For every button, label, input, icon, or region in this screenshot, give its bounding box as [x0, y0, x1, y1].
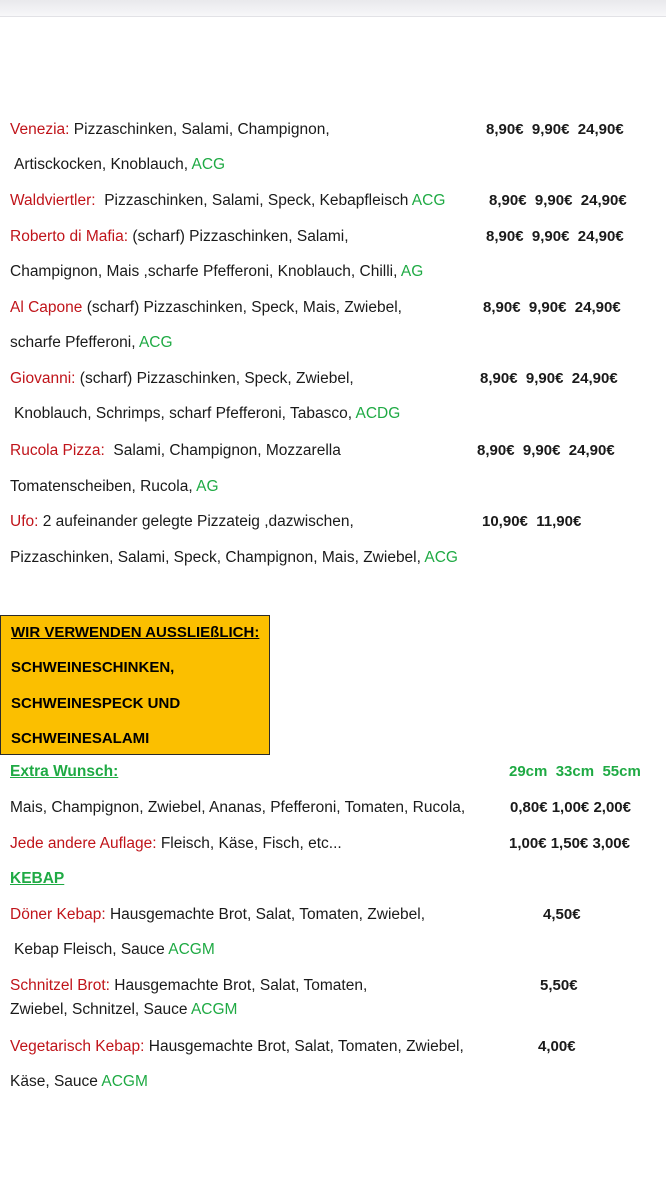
price-large: 24,90€: [580, 192, 627, 209]
kebap-schnitzel-line1: [10, 976, 367, 996]
extras-vegetable-prices: [510, 798, 631, 818]
price-medium: 11,90€: [536, 513, 582, 530]
notice-line: SCHWEINESCHINKEN,: [11, 659, 175, 676]
pork-notice-box: [0, 615, 270, 755]
allergen-codes: ACG: [424, 549, 458, 566]
pizza-name: Ufo:: [10, 513, 39, 530]
extras-other-name: Jede andere Auflage:: [10, 835, 157, 852]
pizza-roberto-line1: [10, 227, 349, 247]
kebap-vegetarisch-line2: [10, 1072, 148, 1092]
kebap-doener-line2: [14, 940, 215, 960]
pizza-ingredients-cont: scharfe Pfefferoni,: [10, 334, 136, 351]
pizza-giovanni-line1: [10, 369, 354, 389]
extras-sizes: [509, 762, 641, 782]
kebap-ingredients: Hausgemachte Brot, Salat, Tomaten, Zwiebel,: [109, 906, 426, 923]
pizza-ingredients: 2 aufeinander gelegte Pizzateig ,dazwischen,: [42, 513, 354, 530]
notice-line: SCHWEINESPECK UND: [11, 695, 181, 712]
price-large: 24,90€: [571, 370, 618, 387]
pizza-ingredients: Salami, Champignon, Mozzarella: [113, 442, 341, 459]
price-small: 8,90€: [489, 192, 527, 209]
extras-vegetable-text: Mais, Champignon, Zwiebel, Ananas, Pfefferoni, Tomaten, Rucola,: [10, 799, 466, 816]
pizza-rucola-prices: [477, 441, 615, 461]
pizza-ingredients-cont: Champignon, Mais ,scharfe Pfefferoni, Knoblauch, Chilli,: [10, 263, 398, 280]
pizza-ufo-prices: [482, 512, 581, 532]
pizza-alcapone-line1: [10, 298, 402, 318]
pizza-ingredients-cont: Tomatenscheiben, Rucola,: [10, 478, 193, 495]
pizza-ingredients: (scharf) Pizzaschinken, Speck, Mais, Zwiebel,: [86, 299, 402, 316]
pizza-ufo-line2: [10, 548, 458, 568]
price-small: 1,00€: [509, 835, 547, 852]
pizza-venezia-line2: [14, 155, 225, 175]
pizza-name: Roberto di Mafia:: [10, 228, 129, 245]
price-medium: 1,50€: [550, 835, 589, 852]
notice-heading: WIR VERWENDEN AUSSLIEßLICH:: [11, 624, 260, 641]
price-large: 24,90€: [574, 299, 621, 316]
pizza-name: Giovanni:: [10, 370, 76, 387]
notice-line: SCHWEINESALAMI: [11, 730, 150, 747]
price-small: 0,80€: [510, 799, 548, 816]
allergen-codes: ACGM: [168, 941, 215, 958]
size-medium: 33cm: [555, 763, 595, 780]
pizza-waldviertler-prices: [489, 191, 627, 211]
pizza-ingredients: (scharf) Pizzaschinken, Speck, Zwiebel,: [79, 370, 354, 387]
kebap-doener-price: 4,50€: [543, 906, 581, 923]
price-large: 3,00€: [592, 835, 630, 852]
kebap-ingredients: Hausgemachte Brot, Salat, Tomaten,: [114, 977, 368, 994]
allergen-codes: ACDG: [355, 405, 401, 422]
kebap-name: Schnitzel Brot:: [10, 977, 110, 994]
price-large: 2,00€: [593, 799, 631, 816]
extras-other-prices: [509, 834, 630, 854]
pizza-rucola-line2: [10, 477, 219, 497]
price-large: 24,90€: [568, 442, 615, 459]
pizza-giovanni-prices: [480, 369, 618, 389]
price-medium: 9,90€: [522, 442, 561, 459]
kebap-vegetarisch-price: 4,00€: [538, 1038, 576, 1055]
price-large: 24,90€: [577, 121, 624, 138]
pizza-ingredients-cont: Artisckocken, Knoblauch,: [14, 156, 189, 173]
price-small: 8,90€: [486, 228, 524, 245]
allergen-codes: AG: [196, 478, 219, 495]
price-medium: 9,90€: [531, 228, 570, 245]
pizza-name: Waldviertler:: [10, 192, 96, 209]
price-medium: 9,90€: [531, 121, 570, 138]
kebap-doener-line1: [10, 905, 425, 925]
price-small: 8,90€: [486, 121, 524, 138]
price-small: 10,90€: [482, 513, 528, 530]
allergen-codes: AG: [400, 263, 424, 280]
kebap-ingredients-cont: Kebap Fleisch, Sauce: [14, 941, 165, 958]
kebap-vegetarisch-line1: [10, 1037, 464, 1057]
pizza-waldviertler-line1: [10, 191, 445, 211]
pizza-name: Venezia:: [10, 121, 70, 138]
pizza-ingredients: (scharf) Pizzaschinken, Salami,: [132, 228, 349, 245]
kebap-heading: KEBAP: [10, 870, 65, 887]
pizza-ingredients: Pizzaschinken, Salami, Speck, Kebapfleisch: [104, 192, 409, 209]
pizza-ufo-line1: [10, 512, 354, 532]
allergen-codes: ACGM: [190, 1001, 238, 1018]
price-medium: 1,00€: [551, 799, 590, 816]
size-small: 29cm: [509, 763, 548, 780]
pizza-rucola-line1: [10, 441, 341, 461]
pizza-ingredients-cont: Pizzaschinken, Salami, Speck, Champignon, Mais, Zwiebel,: [10, 549, 421, 566]
allergen-codes: ACGM: [101, 1073, 148, 1090]
price-medium: 9,90€: [534, 192, 573, 209]
pizza-alcapone-prices: [483, 298, 621, 318]
price-medium: 9,90€: [525, 370, 564, 387]
kebap-name: Vegetarisch Kebap:: [10, 1038, 145, 1055]
pizza-venezia-prices: [486, 120, 624, 140]
size-large: 55cm: [602, 763, 641, 780]
kebap-ingredients-cont: Zwiebel, Schnitzel, Sauce: [10, 1001, 188, 1018]
price-medium: 9,90€: [528, 299, 567, 316]
pizza-name: Rucola Pizza:: [10, 442, 105, 459]
price-small: 8,90€: [483, 299, 521, 316]
pizza-name: Al Capone: [10, 299, 83, 316]
allergen-codes: ACG: [138, 334, 173, 351]
extras-heading: Extra Wunsch:: [10, 763, 119, 780]
pizza-ingredients: Pizzaschinken, Salami, Champignon,: [73, 121, 330, 138]
allergen-codes: ACG: [191, 156, 226, 173]
pizza-giovanni-line2: [14, 404, 400, 424]
price-small: 8,90€: [480, 370, 518, 387]
kebap-schnitzel-line2: [10, 1000, 237, 1020]
allergen-codes: ACG: [411, 192, 446, 209]
price-large: 24,90€: [577, 228, 624, 245]
pizza-roberto-prices: [486, 227, 624, 247]
pizza-roberto-line2: [10, 262, 423, 282]
extras-other-desc: Fleisch, Käse, Fisch, etc...: [160, 835, 342, 852]
pizza-ingredients-cont: Knoblauch, Schrimps, scharf Pfefferoni, Tabasco,: [14, 405, 353, 422]
browser-top-bar: [0, 0, 666, 17]
kebap-name: Döner Kebap:: [10, 906, 106, 923]
kebap-ingredients: Hausgemachte Brot, Salat, Tomaten, Zwiebel,: [148, 1038, 464, 1055]
pizza-venezia-line1: [10, 120, 330, 140]
kebap-ingredients-cont: Käse, Sauce: [10, 1073, 98, 1090]
kebap-schnitzel-price: 5,50€: [540, 977, 578, 994]
price-small: 8,90€: [477, 442, 515, 459]
extras-other-text: [10, 834, 342, 854]
pizza-alcapone-line2: [10, 333, 173, 353]
